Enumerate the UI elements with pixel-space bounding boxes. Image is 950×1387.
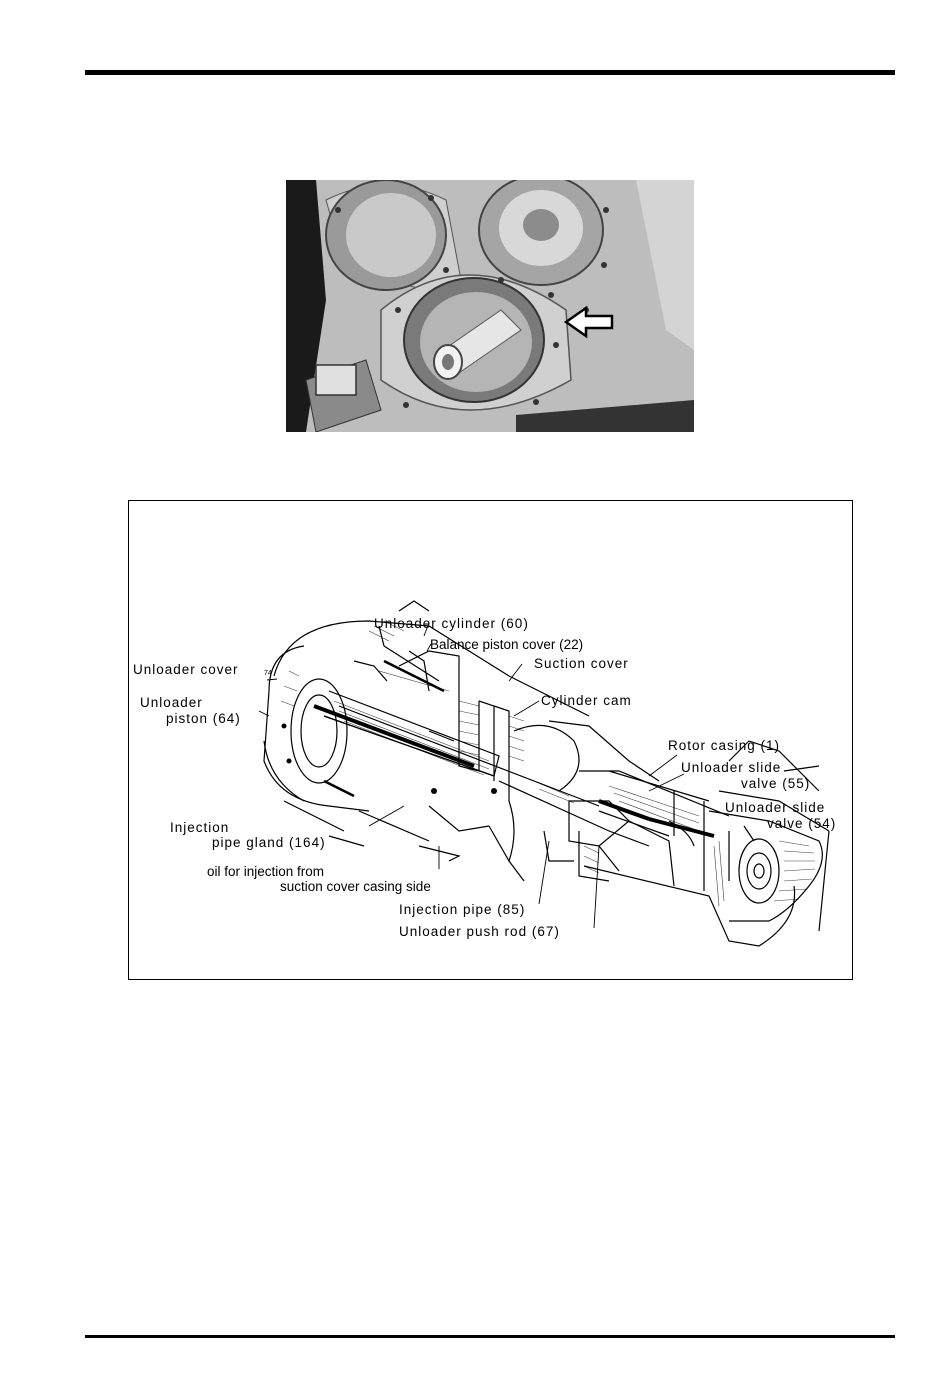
label-slide-valve-55-line1: Unloader slide — [681, 760, 782, 775]
header-rule — [85, 70, 895, 75]
label-cylinder-cam: Cylinder cam — [541, 693, 632, 708]
label-unloader-cylinder: Unloader cylinder (60) — [374, 616, 529, 631]
label-unloader-cover: Unloader cover — [133, 662, 239, 677]
label-slide-valve-55-line2: valve (55) — [741, 776, 811, 791]
label-suction-cover: Suction cover — [534, 656, 629, 671]
label-unloader-piston-line1: Unloader — [140, 695, 203, 710]
unloader-cross-section-diagram — [128, 500, 853, 980]
label-oil-injection-line2: suction cover casing side — [280, 879, 431, 894]
footer-rule — [85, 1335, 895, 1338]
label-unloader-piston-line2: piston (64) — [166, 711, 241, 726]
label-oil-injection-line1: oil for injection from — [207, 864, 325, 879]
label-injection-gland-line2: pipe gland (164) — [212, 835, 326, 850]
casing-photo — [286, 180, 694, 432]
label-slide-valve-54-line1: Unloader slide — [725, 800, 826, 815]
label-balance-piston-cover: Balance piston cover (22) — [430, 637, 584, 652]
label-unloader-push-rod: Unloader push rod (67) — [399, 924, 560, 939]
casing-photo-graphic — [286, 180, 694, 432]
label-slide-valve-54-line2: valve (54) — [767, 816, 837, 831]
label-rotor-casing: Rotor casing (1) — [668, 738, 781, 753]
label-injection-pipe: Injection pipe (85) — [399, 902, 526, 917]
label-unloader-cover-ref: 74 — [264, 670, 272, 677]
label-injection-gland-line1: Injection — [170, 820, 230, 835]
